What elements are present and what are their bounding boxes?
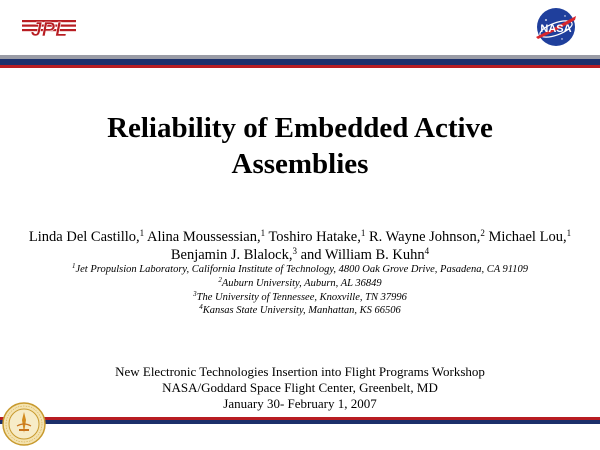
author-name: Benjamin J. Blalock, xyxy=(170,247,293,263)
affiliation-item xyxy=(20,263,580,277)
author-name: and William B. Kuhn xyxy=(300,247,425,263)
author-name: Linda Del Castillo, xyxy=(28,229,140,245)
workshop-name: New Electronic Technologies Insertion into Flight Programs Workshop xyxy=(115,364,485,379)
author-line-2 xyxy=(20,246,580,264)
affiliation-item xyxy=(20,304,580,318)
nasa-logo-text: NASA xyxy=(540,23,572,35)
affiliation-sup: 1 xyxy=(71,262,76,270)
footer-bar-navy xyxy=(0,420,600,424)
author-affil-sup: 3 xyxy=(292,246,297,256)
author-name: R. Wayne Johnson, xyxy=(368,229,481,245)
author-list xyxy=(20,228,580,264)
affiliation-text: Auburn University, Auburn, AL 36849 xyxy=(221,277,382,289)
workshop-venue: NASA/Goddard Space Flight Center, Greenbelt, MD xyxy=(162,380,438,395)
workshop-info xyxy=(40,364,560,412)
jpl-logo-text: JPL xyxy=(30,19,68,39)
author-affil-sup: 1 xyxy=(139,228,145,238)
title-line-1: Reliability of Embedded Active xyxy=(107,112,493,144)
author-affil-sup: 2 xyxy=(480,228,485,238)
author-affil-sup: 1 xyxy=(566,228,572,238)
affiliation-sup: 4 xyxy=(199,303,203,312)
affiliation-sup: 3 xyxy=(193,289,197,298)
affiliation-text: Jet Propulsion Laboratory, California Institute of Technology, 4800 Oak Grove Drive, Pasadena, CA 91109 xyxy=(75,264,529,275)
nasa-logo xyxy=(532,6,580,48)
caltech-seal-icon xyxy=(2,402,46,446)
author-line-1 xyxy=(20,228,580,246)
author-name: Alina Moussessian, xyxy=(146,229,261,245)
title-line-2: Assemblies xyxy=(231,148,369,180)
affiliation-list xyxy=(20,263,580,318)
affiliation-item xyxy=(20,291,580,305)
affiliation-item xyxy=(20,277,580,291)
affiliation-text: Kansas State University, Manhattan, KS 66506 xyxy=(202,305,401,317)
workshop-dates: January 30- February 1, 2007 xyxy=(223,396,377,411)
jpl-logo xyxy=(22,17,76,39)
author-affil-sup: 4 xyxy=(424,246,430,256)
affiliation-text: The University of Tennessee, Knoxville, TN 37996 xyxy=(196,291,407,303)
header-bar-red xyxy=(0,65,600,68)
author-name: Toshiro Hatake, xyxy=(268,229,361,245)
author-name: Michael Lou, xyxy=(488,229,567,245)
author-affil-sup: 1 xyxy=(260,228,266,238)
affiliation-sup: 2 xyxy=(218,275,222,284)
author-affil-sup: 1 xyxy=(360,228,366,238)
slide-title xyxy=(40,110,560,182)
